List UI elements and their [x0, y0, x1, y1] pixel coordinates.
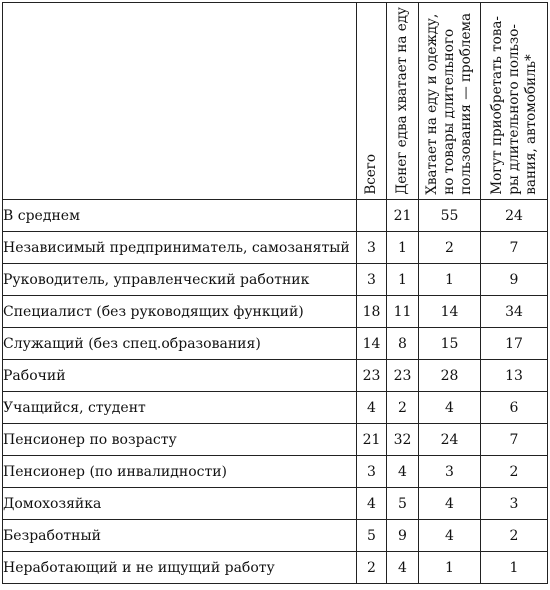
- row-label: Руководитель, управленческий работник: [3, 264, 357, 296]
- table-cell: 5: [387, 488, 419, 520]
- table-row: [3, 392, 548, 424]
- table-cell: 13: [481, 360, 548, 392]
- table-cell: 14: [357, 328, 387, 360]
- table-cell: 4: [357, 488, 387, 520]
- table-cell: 4: [419, 488, 481, 520]
- column-header: Всего: [357, 3, 387, 200]
- table-row: [3, 456, 548, 488]
- table-body: [3, 200, 548, 584]
- table-cell: 5: [357, 520, 387, 552]
- table-row: [3, 360, 548, 392]
- row-label: Независимый предприниматель, самозанятый: [3, 232, 357, 264]
- table-row: [3, 296, 548, 328]
- table-cell: 3: [357, 264, 387, 296]
- table-cell: 4: [419, 520, 481, 552]
- table-cell: 32: [387, 424, 419, 456]
- row-label: Безработный: [3, 520, 357, 552]
- table-cell: 3: [357, 232, 387, 264]
- table-cell: 1: [387, 264, 419, 296]
- table-cell: 21: [357, 424, 387, 456]
- table-cell: 24: [481, 200, 548, 232]
- table-cell: 4: [387, 552, 419, 584]
- row-label: Учащийся, студент: [3, 392, 357, 424]
- table-cell: 4: [387, 456, 419, 488]
- header-row: [3, 3, 548, 200]
- table-cell: 23: [387, 360, 419, 392]
- row-label: Специалист (без руководящих функций): [3, 296, 357, 328]
- table-cell: 3: [481, 488, 548, 520]
- table-cell: 4: [357, 392, 387, 424]
- table-cell: 15: [419, 328, 481, 360]
- table-cell: 2: [419, 232, 481, 264]
- table-cell: 7: [481, 232, 548, 264]
- table-cell: 2: [357, 552, 387, 584]
- table-row: [3, 328, 548, 360]
- table-cell: 8: [387, 328, 419, 360]
- row-label: Пенсионер по возрасту: [3, 424, 357, 456]
- row-label: Домохозяйка: [3, 488, 357, 520]
- table-cell: 18: [357, 296, 387, 328]
- table-cell: 2: [481, 456, 548, 488]
- data-table: [2, 2, 548, 584]
- table-cell: 2: [387, 392, 419, 424]
- table-cell: [357, 200, 387, 232]
- table-cell: 11: [387, 296, 419, 328]
- table-cell: 7: [481, 424, 548, 456]
- table-cell: 23: [357, 360, 387, 392]
- row-label: В среднем: [3, 200, 357, 232]
- table-row: [3, 520, 548, 552]
- table-row: [3, 424, 548, 456]
- table-cell: 17: [481, 328, 548, 360]
- table-cell: 3: [357, 456, 387, 488]
- table-row: [3, 232, 548, 264]
- table-cell: 1: [387, 232, 419, 264]
- column-header: Хватает на еду и одежду, но товары длительного пользования — проблема: [419, 3, 481, 200]
- table-row: [3, 488, 548, 520]
- table-cell: 1: [481, 552, 548, 584]
- table-cell: 6: [481, 392, 548, 424]
- table-cell: 4: [419, 392, 481, 424]
- row-label: Неработающий и не ищущий работу: [3, 552, 357, 584]
- column-header: Могут приобретать това- ры длительного пользо- вания, автомобиль*: [481, 3, 548, 200]
- table-cell: 1: [419, 552, 481, 584]
- table-cell: 28: [419, 360, 481, 392]
- table-cell: 9: [481, 264, 548, 296]
- table-cell: 3: [419, 456, 481, 488]
- table-row: [3, 552, 548, 584]
- table-cell: 34: [481, 296, 548, 328]
- table-cell: 14: [419, 296, 481, 328]
- table-cell: 2: [481, 520, 548, 552]
- table-cell: 9: [387, 520, 419, 552]
- row-label: Рабочий: [3, 360, 357, 392]
- table-cell: 21: [387, 200, 419, 232]
- table-row: [3, 200, 548, 232]
- row-label: Служащий (без спец.образования): [3, 328, 357, 360]
- row-label: Пенсионер (по инвалидности): [3, 456, 357, 488]
- table-cell: 55: [419, 200, 481, 232]
- table-cell: 24: [419, 424, 481, 456]
- header-corner: [3, 3, 357, 200]
- table-cell: 1: [419, 264, 481, 296]
- column-header: Денег едва хватает на еду: [387, 3, 419, 200]
- table-row: [3, 264, 548, 296]
